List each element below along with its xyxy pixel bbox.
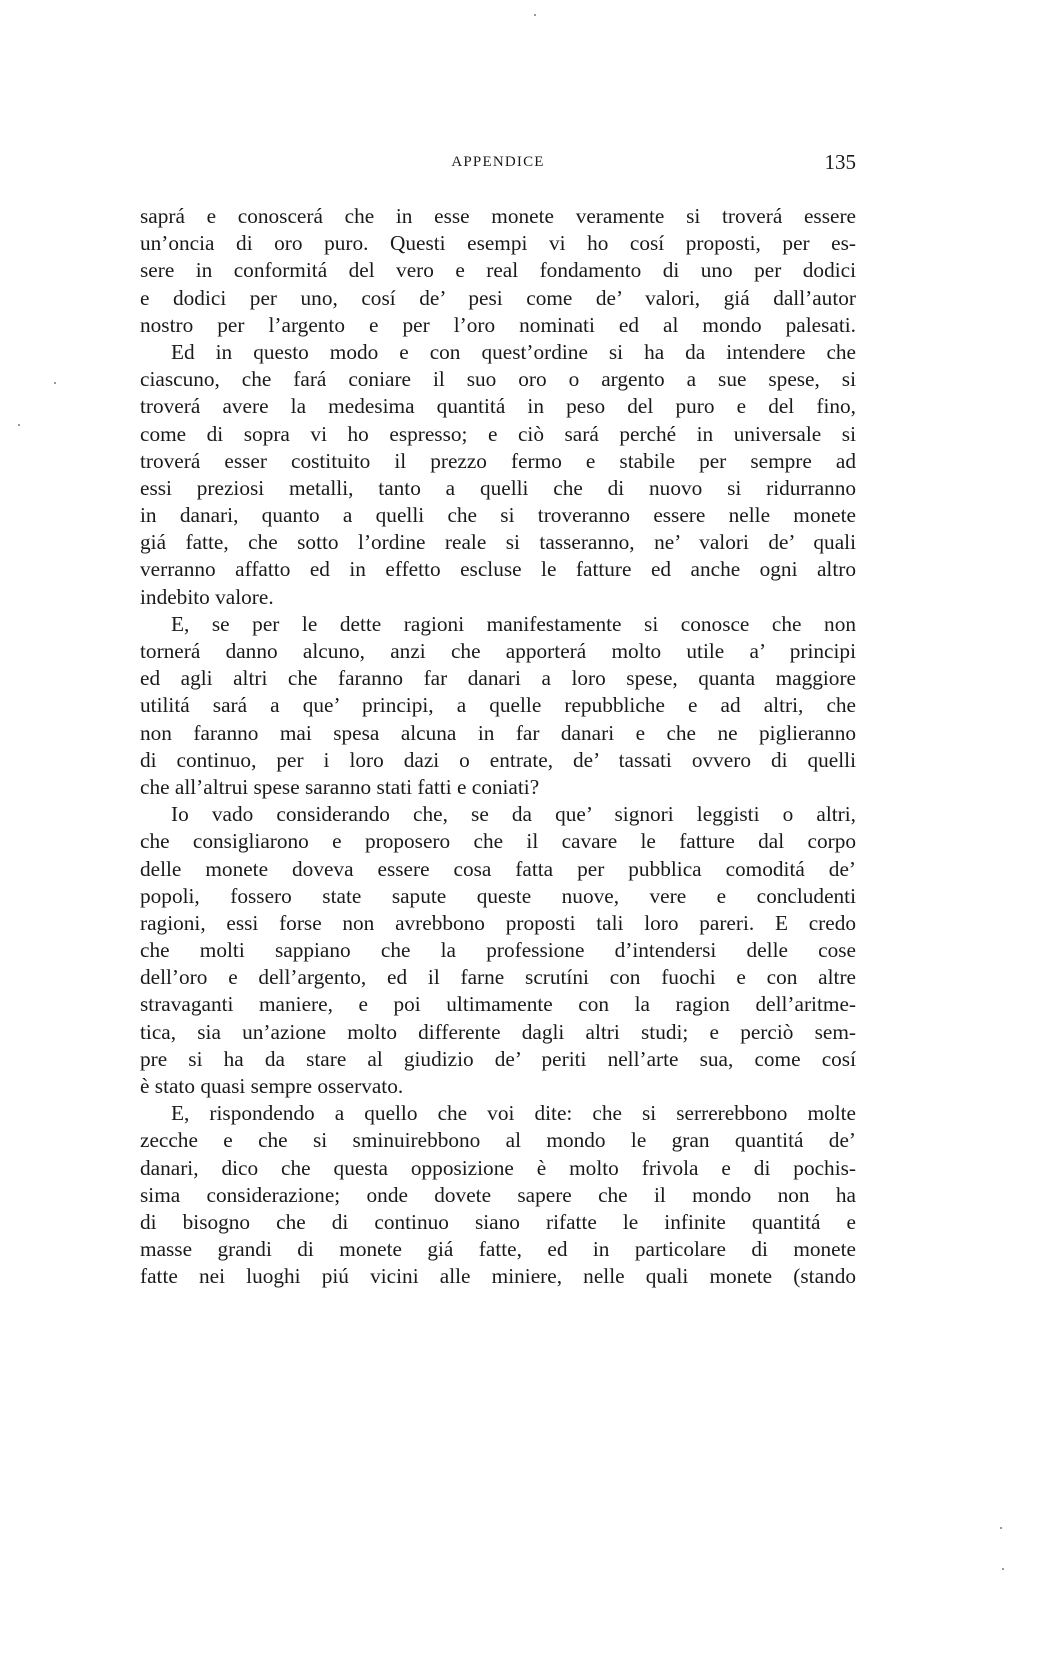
scan-speck [18, 424, 20, 426]
scan-speck [534, 14, 536, 16]
text-line: come di sopra vi ho espresso; e ciò sará perché in universale si [140, 421, 856, 446]
text-line: delle monete doveva essere cosa fatta per pubblica comoditá de’ [140, 856, 856, 881]
scan-speck [1002, 1568, 1004, 1570]
text-line: masse grandi di monete giá fatte, ed in particolare di monete [140, 1237, 856, 1262]
text-line: indebito valore. [140, 584, 274, 609]
text-line: danari, dico che questa opposizione è molto frivola e di pochis- [140, 1155, 856, 1180]
text-line: popoli, fossero state sapute queste nuove, vere e concludenti [140, 883, 856, 908]
text-line: ragioni, essi forse non avrebbono proposti tali loro pareri. E credo [140, 910, 856, 935]
text-line: E, rispondendo a quello che voi dite: che si serrerebbono molte [171, 1101, 856, 1126]
text-line: troverá esser costituito il prezzo fermo e stabile per sempre ad [140, 448, 856, 473]
paragraph-1 [140, 203, 856, 339]
text-line: dell’oro e dell’argento, ed il farne scrutíni con fuochi e con altre [140, 965, 856, 990]
paragraph-2 [140, 339, 856, 611]
text-line: sima considerazione; onde dovete sapere che il mondo non ha [140, 1182, 856, 1207]
text-line: di continuo, per i loro dazi o entrate, de’ tassati ovvero di quelli [140, 747, 856, 772]
scan-speck [1000, 1527, 1002, 1529]
text-line: ciascuno, che fará coniare il suo oro o argento a sue spese, si [140, 367, 856, 392]
text-line: e dodici per uno, cosí de’ pesi come de’ valori, giá dall’autor [140, 285, 856, 310]
text-line: utilitá sará a que’ principi, a quelle repubbliche e ad altri, che [140, 693, 856, 718]
text-line: nostro per l’argento e per l’oro nominati ed al mondo palesati. [140, 312, 856, 337]
text-line: giá fatte, che sotto l’ordine reale si tasseranno, ne’ valori de’ quali [140, 530, 856, 555]
page-number: 135 [824, 150, 856, 174]
text-line: pre si ha da stare al giudizio de’ periti nell’arte sua, come cosí [140, 1046, 856, 1071]
text-line: zecche e che si sminuirebbono al mondo le gran quantitá de’ [140, 1128, 856, 1153]
paragraph-4 [140, 801, 856, 1100]
body-text [140, 203, 856, 1291]
running-title: APPENDICE [451, 154, 545, 170]
text-line: che molti sappiano che la professione d’intendersi delle cose [140, 938, 856, 963]
text-line: stravaganti maniere, e poi ultimamente con la ragion dell’aritme- [140, 992, 856, 1017]
text-line: che consigliarono e proposero che il cavare le fatture dal corpo [140, 829, 856, 854]
text-line: tornerá danno alcuno, anzi che apporterá molto utile a’ principi [140, 639, 856, 663]
text-line: troverá avere la medesima quantitá in peso del puro e del fino, [140, 394, 856, 419]
text-line: Ed in questo modo e con quest’ordine si ha da intendere che [171, 339, 856, 364]
text-line: sere in conformitá del vero e real fondamento di uno per dodici [140, 258, 856, 283]
text-line: saprá e conoscerá che in esse monete veramente si troverá essere [140, 204, 856, 228]
running-head [140, 150, 856, 180]
paragraph-5 [140, 1100, 856, 1290]
text-line: tica, sia un’azione molto differente dagli altri studi; e perciò sem- [140, 1019, 856, 1044]
text-line: è stato quasi sempre osservato. [140, 1074, 404, 1098]
text-line: un’oncia di oro puro. Questi esempi vi ho cosí proposti, per es- [140, 231, 856, 256]
text-line: che all’altrui spese saranno stati fatti e coniati? [140, 774, 540, 799]
text-line: E, se per le dette ragioni manifestamente si conosce che non [171, 611, 856, 636]
scan-speck [54, 382, 56, 384]
text-line: di bisogno che di continuo siano rifatte le infinite quantitá e [140, 1209, 856, 1234]
text-line: verranno affatto ed in effetto escluse le fatture ed anche ogni altro [140, 557, 856, 582]
text-line: in danari, quanto a quelli che si troveranno essere nelle monete [140, 503, 856, 528]
text-line: non faranno mai spesa alcuna in far danari e che ne piglieranno [140, 720, 856, 745]
paragraph-3 [140, 611, 856, 801]
text-line: fatte nei luoghi piú vicini alle miniere, nelle quali monete (stando [140, 1264, 856, 1289]
text-line: ed agli altri che faranno far danari a loro spese, quanta maggiore [140, 666, 856, 691]
text-line: essi preziosi metalli, tanto a quelli che di nuovo si ridurranno [140, 475, 856, 500]
text-line: Io vado considerando che, se da que’ signori leggisti o altri, [171, 802, 856, 827]
